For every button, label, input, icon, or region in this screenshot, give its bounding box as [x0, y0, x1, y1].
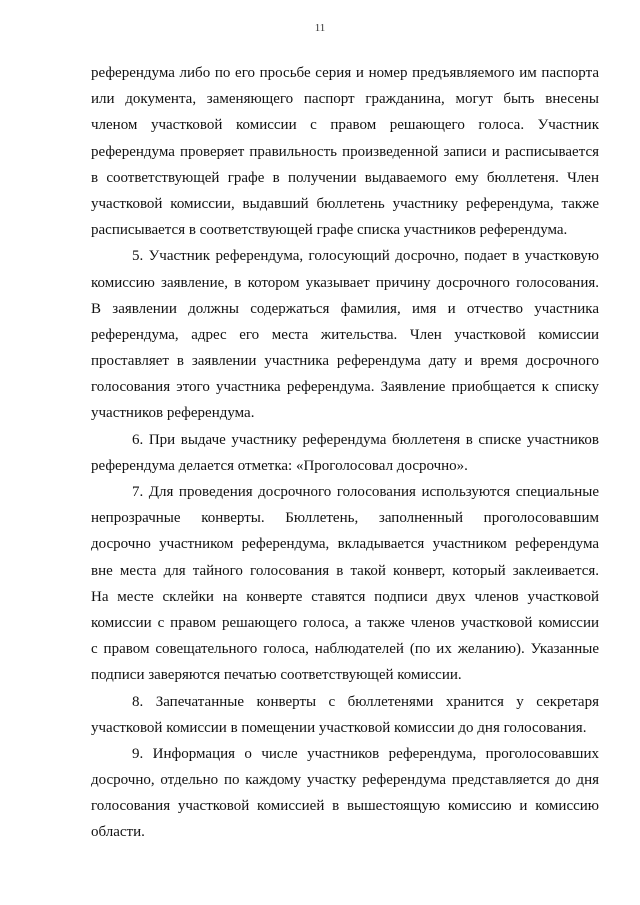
text-line: 7. Для проведения досрочного голосования используются специальные — [132, 484, 599, 500]
text-line: области. — [91, 824, 145, 841]
text-line: непрозрачные конверты. Бюллетень, заполненный проголосовавшим — [91, 510, 599, 527]
text-line: проставляет в заявлении участника референдума дату и время досрочного — [91, 353, 599, 370]
text-line: На месте склейки на конверте ставятся подписи двух членов участковой — [91, 588, 599, 605]
text-line: участников референдума. — [91, 405, 255, 422]
text-line: с правом совещательного голоса, наблюдателей (по их желанию). Указанные — [91, 641, 599, 658]
text-line: членом участковой комиссии с правом решающего голоса. Участник — [91, 117, 599, 134]
text-line: комиссии с правом решающего голоса, а также членов участковой комиссии — [91, 614, 599, 631]
text-line: референдума либо по его просьбе серия и номер предъявляемого им паспорта — [91, 65, 599, 81]
text-line: участковой комиссии в помещении участковой комиссии до дня голосования. — [91, 719, 587, 736]
text-line: В заявлении должны содержаться фамилия, имя и отчество участника — [91, 300, 599, 317]
text-line: референдума, адрес его места жительства. Член участковой комиссии — [91, 326, 599, 343]
text-line: 5. Участник референдума, голосующий досрочно, подает в участковую — [132, 248, 599, 265]
text-line: референдума делается отметка: «Проголосовал досрочно». — [91, 457, 468, 474]
text-line: голосования участковой комиссией в вышестоящую комиссию и комиссию — [91, 798, 599, 815]
text-line: 9. Информация о числе участников референдума, проголосовавших — [132, 745, 599, 762]
text-line: вне места для тайного голосования в такой конверт, который заклеивается. — [91, 562, 599, 579]
document-body — [91, 60, 599, 846]
text-line: 8. Запечатанные конверты с бюллетенями хранится у секретаря — [132, 693, 599, 710]
text-line: подписи заверяются печатью соответствующей комиссии. — [91, 667, 462, 684]
text-line: в соответствующей графе в получении выдаваемого ему бюллетеня. Член — [91, 169, 599, 186]
text-line: референдума проверяет правильность произведенной записи и расписывается — [91, 143, 599, 160]
text-line: расписывается в соответствующей графе списка участников референдума. — [91, 222, 568, 239]
text-line: 6. При выдаче участнику референдума бюллетеня в списке участников — [132, 431, 599, 448]
text-line: или документа, заменяющего паспорт гражданина, могут быть внесены — [91, 91, 599, 108]
page-number: 11 — [314, 22, 326, 34]
text-line: досрочно, отдельно по каждому участку референдума представляется до дня — [91, 772, 599, 789]
text-line: участковой комиссии, выдавший бюллетень участнику референдума, также — [91, 195, 599, 212]
text-line: досрочно участником референдума, вкладывается участником референдума — [91, 536, 599, 553]
text-line: голосования этого участника референдума. Заявление приобщается к списку — [91, 379, 599, 396]
text-line: комиссию заявление, в котором указывает причину досрочного голосования. — [91, 274, 599, 291]
